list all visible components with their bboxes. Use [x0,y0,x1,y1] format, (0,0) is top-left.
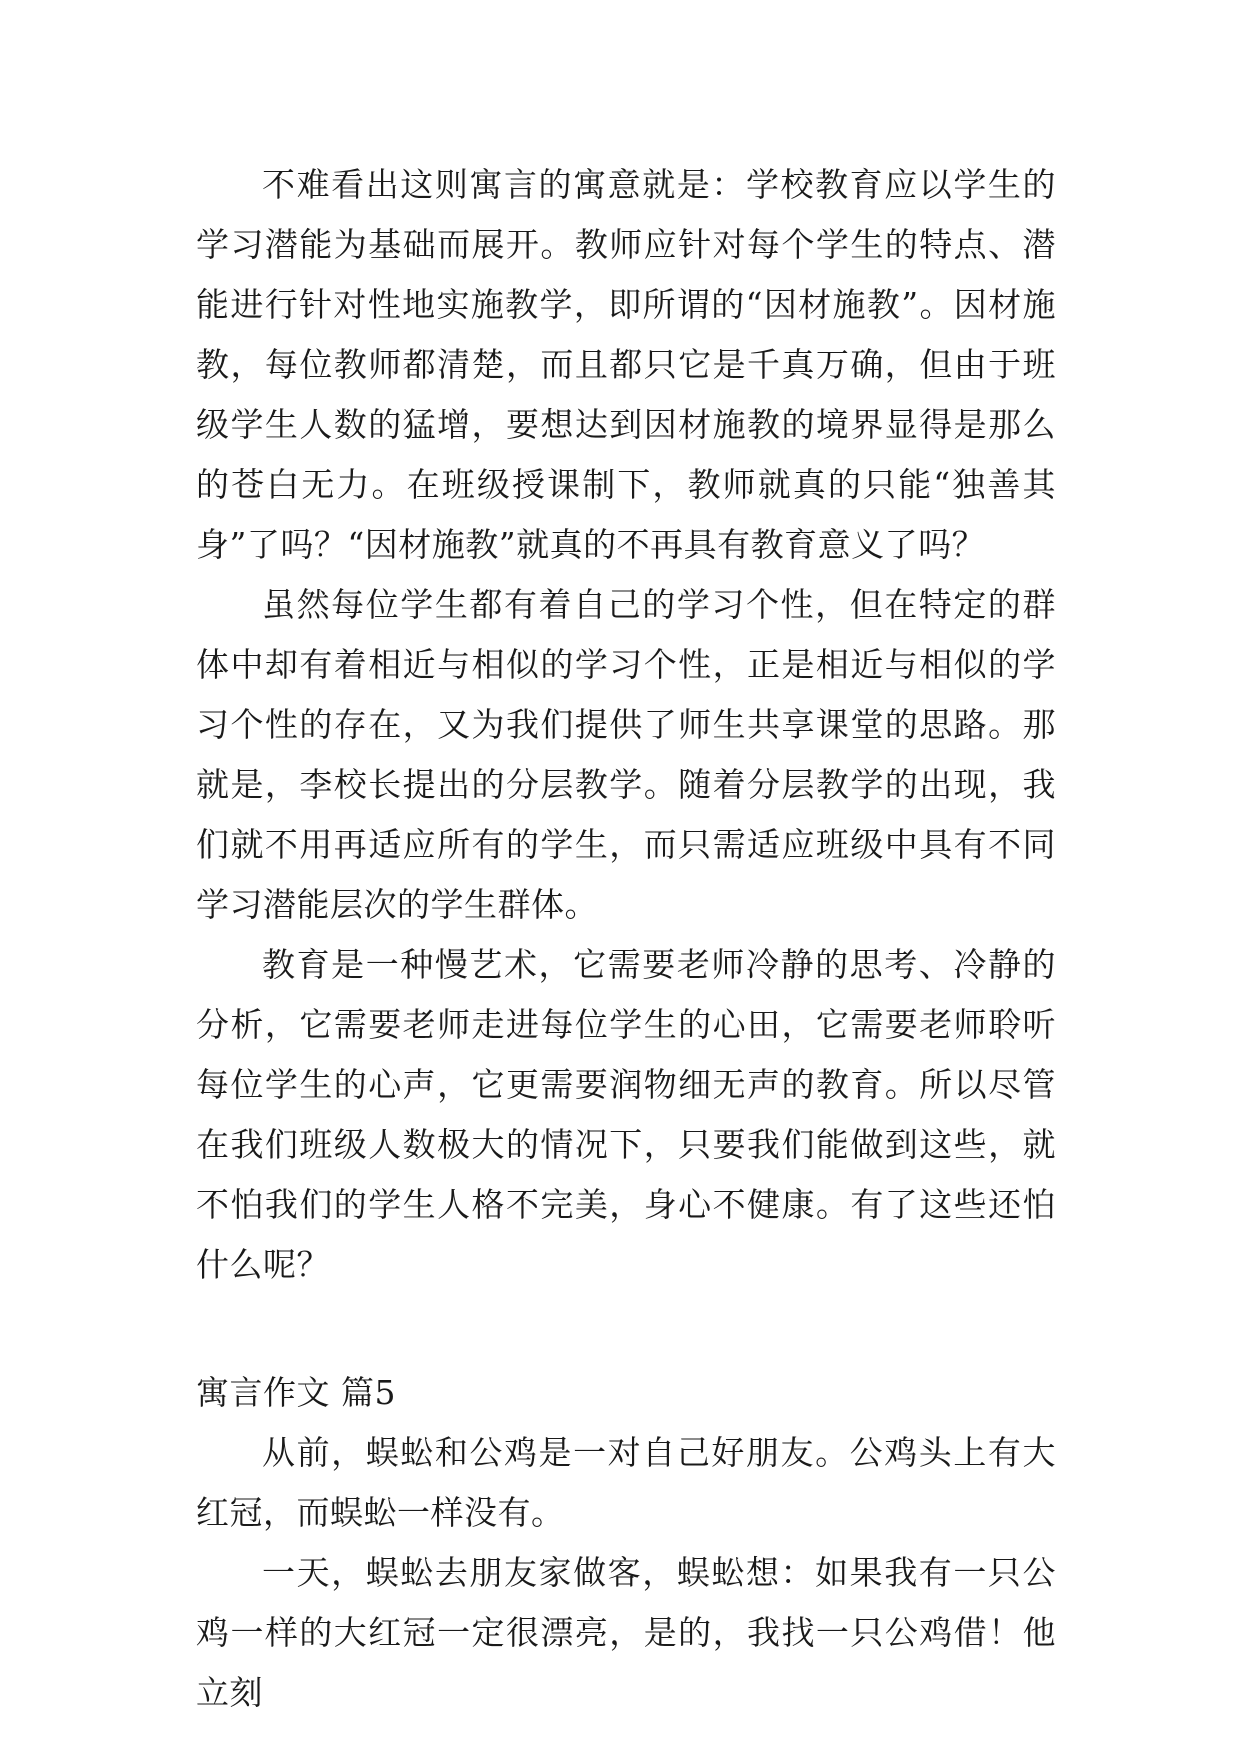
paragraph-centipede-rooster: 从前，蜈蚣和公鸡是一对自己好朋友。公鸡头上有大红冠，而蜈蚣一样没有。 [196,1433,1056,1532]
paragraph-layered-teaching: 虽然每位学生都有着自己的学习个性，但在特定的群体中却有着相近与相似的学习个性，正是相近与相似的学习个性的存在，又为我们提供了师生共享课堂的思路。那就是，李校长提出的分层教学。随着分层教学的出现，我们就不用再适应所有的学生，而只需适应班级中具有不同学习潜能层次的学生群体。 [196,585,1056,924]
section-heading: 寓言作文 篇5 [196,1373,396,1412]
paragraph-moral: 不难看出这则寓言的寓意就是：学校教育应以学生的学习潜能为基础而展开。教师应针对每个学生的特点、潜能进行针对性地实施教学，即所谓的“因材施教”。因材施教，每位教师都清楚，而且都只它是千真万确，但由于班级学生人数的猛增，要想达到因材施教的境界显得是那么的苍白无力。在班级授课制下，教师就真的只能“独善其身”了吗？“因材施教”就真的不再具有教育意义了吗？ [196,165,1056,564]
paragraph-visit: 一天，蜈蚣去朋友家做客，蜈蚣想：如果我有一只公鸡一样的大红冠一定很漂亮，是的，我找一只公鸡借！他立刻 [196,1553,1056,1712]
document-body [196,155,1056,1723]
paragraph-slow-art: 教育是一种慢艺术，它需要老师冷静的思考、冷静的分析，它需要老师走进每位学生的心田，它需要老师聆听每位学生的心声，它更需要润物细无声的教育。所以尽管在我们班级人数极大的情况下，只要我们能做到这些，就不怕我们的学生人格不完美，身心不健康。有了这些还怕什么呢？ [196,945,1056,1284]
